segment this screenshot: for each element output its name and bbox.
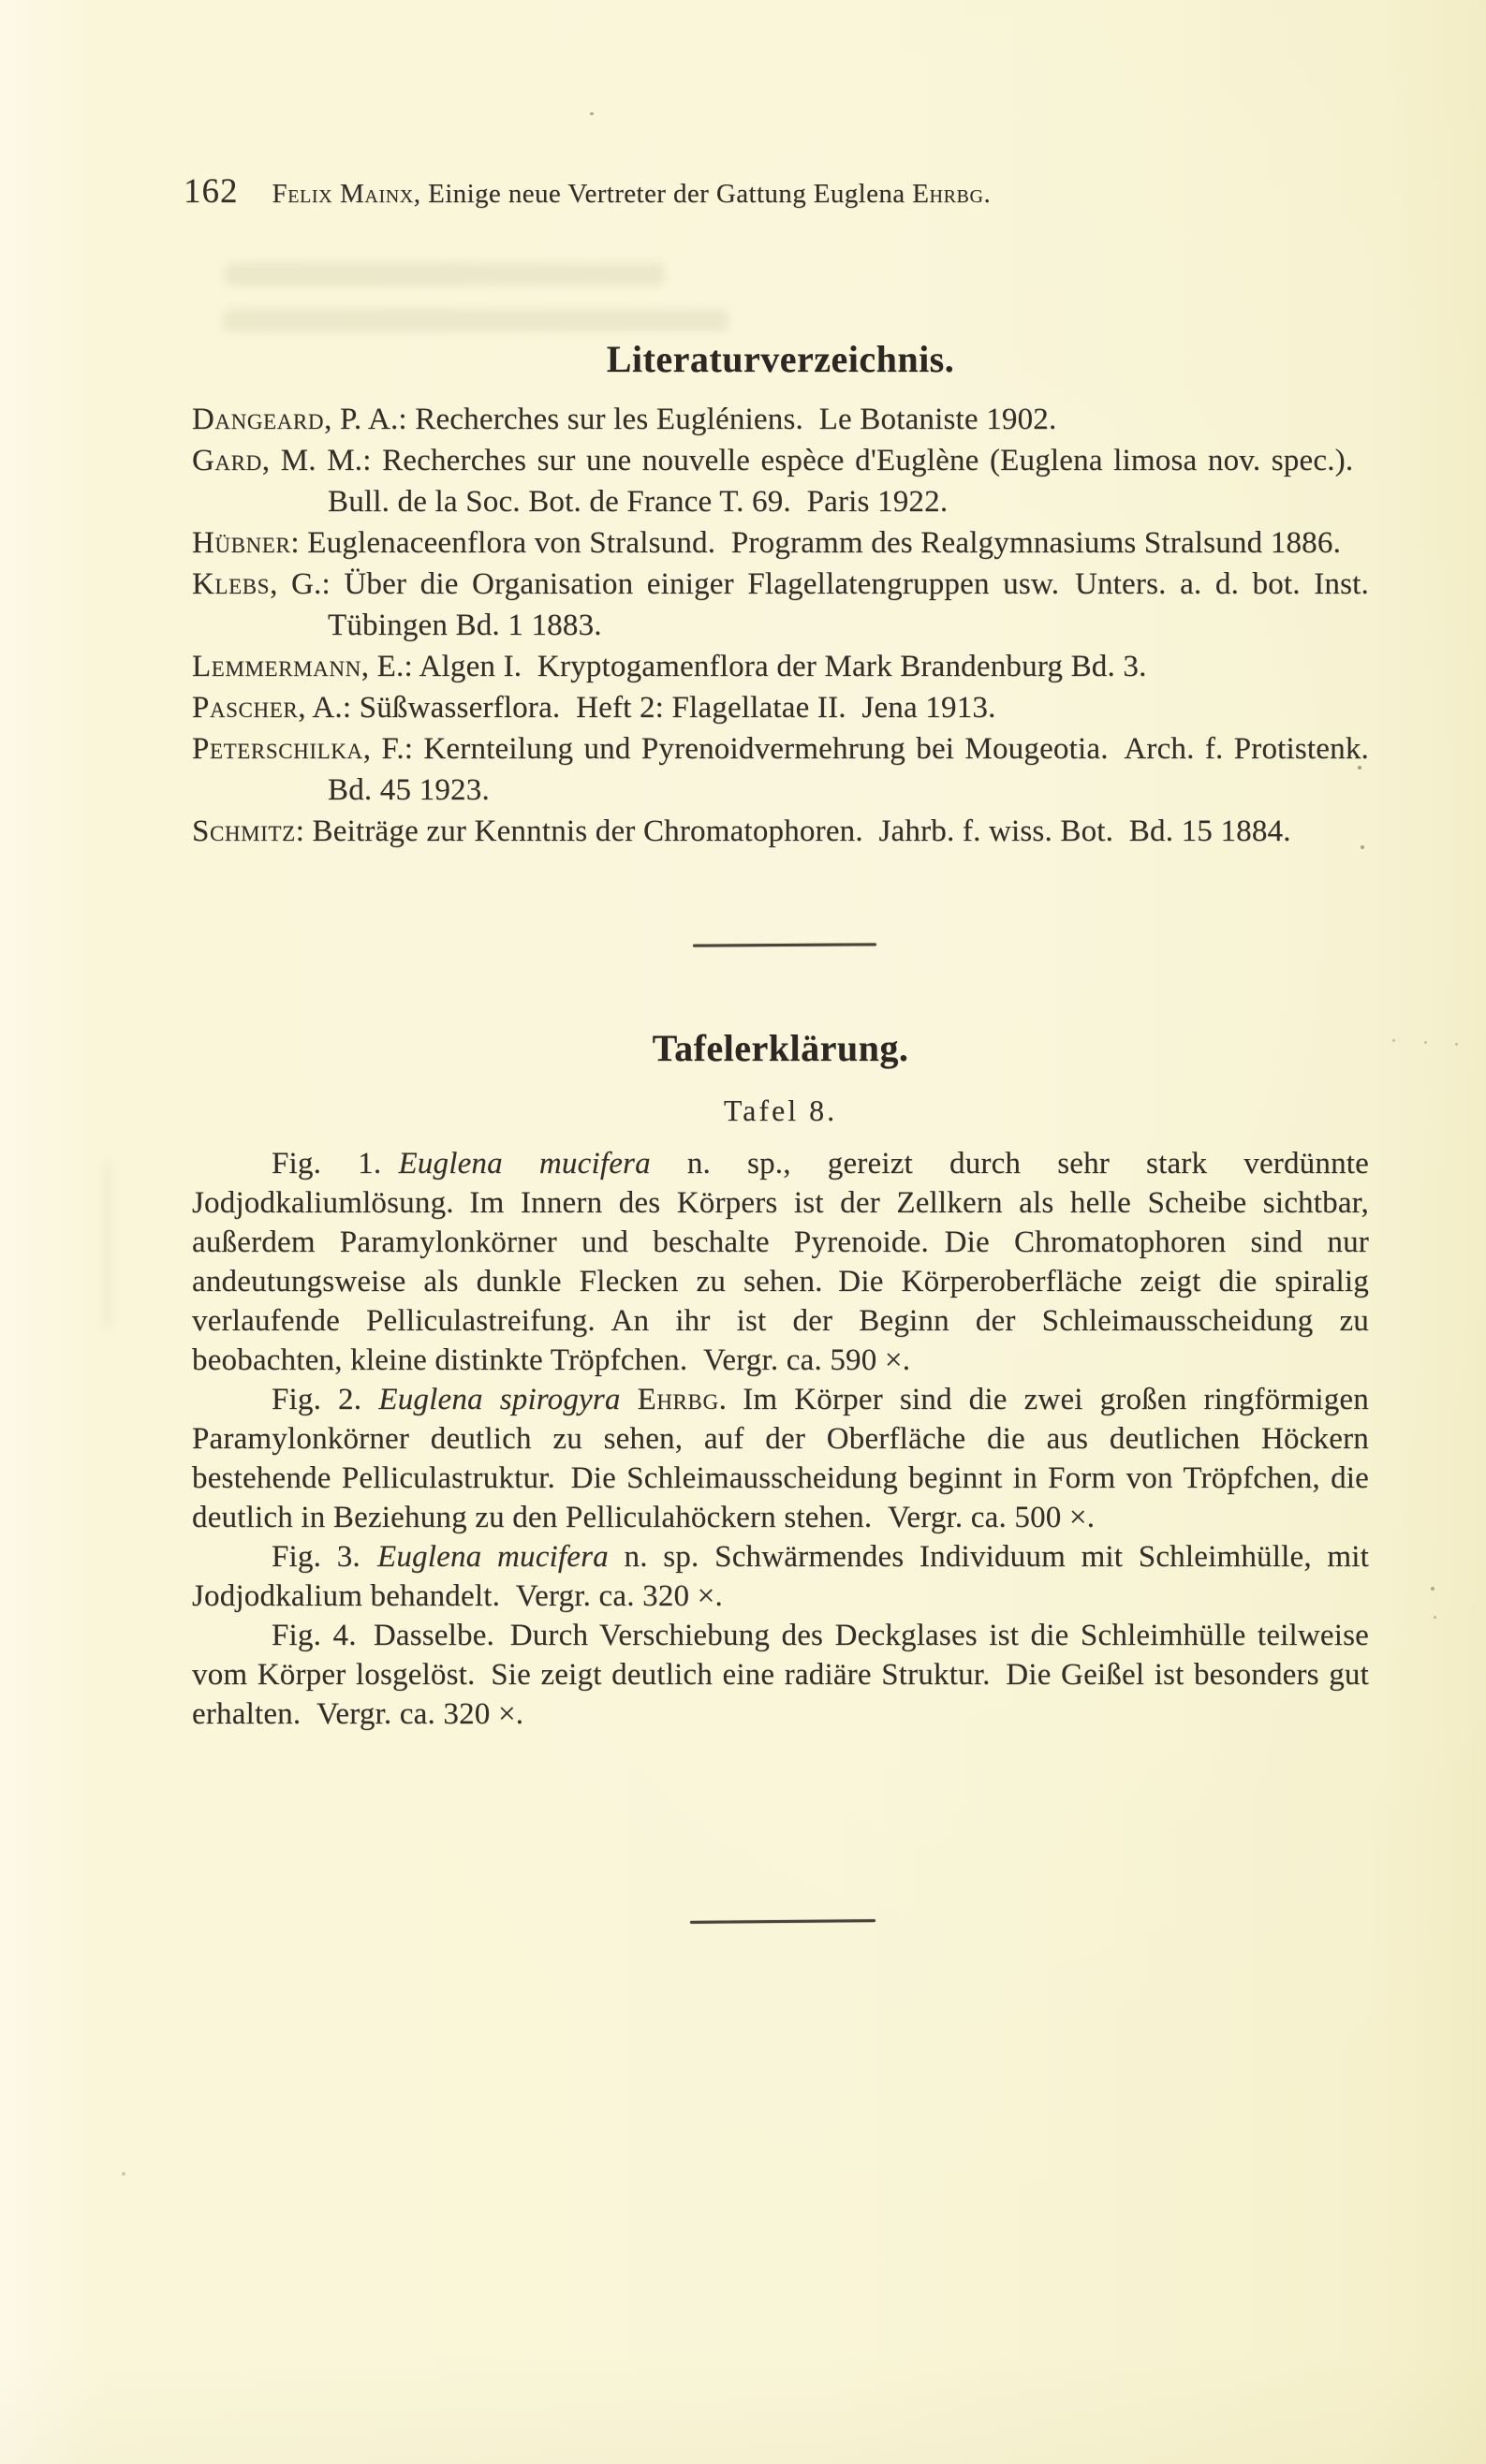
literature-list bbox=[192, 399, 1369, 852]
bibliography-entry bbox=[192, 564, 1369, 646]
running-header-title: , Einige neue Vertreter der Gattung Euglena bbox=[413, 179, 913, 209]
running-header-author: Felix Mainx bbox=[272, 179, 414, 209]
end-divider bbox=[690, 1919, 875, 1924]
caption-text: n. sp., gereizt durch sehr stark verdünnte Jodjodkaliumlösung. Im Innern des Körpers ist der Zellkern als helle Scheibe sichtbar, außerdem Paramylonkörner und beschalte Pyrenoide. Die Chromatophoren sind nur andeutungsweise als dunkle Flecken zu sehen. Die Körperoberfläche zeigt die spiralig verlaufende Pelliculastreifung. An ihr ist der Beginn der Schleimausscheidung zu beobachten, kleine distinkte Tröpfchen. Vergr. ca. 590 ×. bbox=[192, 1147, 1369, 1377]
page-number: 162 bbox=[184, 172, 239, 211]
plate-figure-captions bbox=[192, 1144, 1369, 1734]
entry-text: , G.: Über die Organisation einiger Flagellatengruppen usw. Unters. a. d. bot. Inst. Tübingen Bd. 1 1883. bbox=[270, 567, 1369, 642]
author-name: Klebs bbox=[192, 567, 271, 601]
bibliography-entry bbox=[192, 811, 1369, 852]
literature-heading: Literaturverzeichnis. bbox=[606, 338, 955, 380]
caption-text: Dasselbe. Durch Verschiebung des Deckglases ist die Schleimhülle teilweise vom Körper losgelöst. Sie zeigt deutlich eine radiäre Struktur. Die Geißel ist besonders gut erhalten. Vergr. ca. 320 ×. bbox=[192, 1619, 1370, 1731]
plate-subheading: Tafel 8. bbox=[723, 1093, 838, 1127]
species-authority: Ehrbg. bbox=[637, 1383, 728, 1416]
figure-label: Fig. 3. bbox=[272, 1540, 360, 1574]
bibliography-entry bbox=[192, 399, 1369, 440]
author-name: Dangeard bbox=[192, 403, 325, 436]
paper-speck bbox=[1434, 1616, 1436, 1619]
figure-caption bbox=[192, 1144, 1369, 1380]
species-name: Euglena spirogyra bbox=[378, 1383, 638, 1416]
caption-text: Im Körper sind die zwei großen ringförmigen Paramylonkörner deutlich zu sehen, auf der Oberfläche die aus deutlichen Höckern bestehende Pelliculastruktur. Die Schleimausscheidung beginnt in Form von Tröpfchen, die deutlich in Beziehung zu den Pelliculahöckern stehen. Vergr. ca. 500 ×. bbox=[192, 1383, 1369, 1534]
bleedthrough-ghost bbox=[225, 263, 665, 286]
figure-caption bbox=[192, 1380, 1369, 1537]
running-header bbox=[184, 171, 1373, 212]
paper-speck bbox=[1431, 1587, 1435, 1591]
bibliography-entry bbox=[192, 440, 1369, 522]
entry-text: , P. A.: Recherches sur les Eugléniens. Le Botaniste 1902. bbox=[324, 403, 1057, 436]
entry-text: , E.: Algen I. Kryptogamenflora der Mark Brandenburg Bd. 3. bbox=[360, 650, 1147, 683]
paper-speck bbox=[590, 112, 594, 115]
caption-text: n. sp. Schwärmendes Individuum mit Schleimhülle, mit Jodjodkalium behandelt. Vergr. ca. 320 ×. bbox=[192, 1540, 1369, 1613]
paper-speck bbox=[1424, 1041, 1427, 1044]
figure-label: Fig. 1. bbox=[272, 1147, 382, 1181]
species-name: Euglena mucifera bbox=[398, 1147, 687, 1181]
bibliography-entry bbox=[192, 646, 1369, 687]
author-name: Schmitz bbox=[192, 814, 296, 848]
bibliography-entry bbox=[192, 522, 1369, 564]
running-header-suffix: Ehrbg. bbox=[912, 179, 992, 209]
figure-caption bbox=[192, 1616, 1369, 1734]
entry-text: , F.: Kernteilung und Pyrenoidvermehrung bei Mougeotia. Arch. f. Protistenk. Bd. 45 1923. bbox=[328, 732, 1369, 807]
species-name: Euglena mucifera bbox=[376, 1540, 625, 1574]
figure-label: Fig. 2. bbox=[272, 1383, 362, 1416]
paper-speck bbox=[1392, 1039, 1395, 1042]
figure-caption bbox=[192, 1537, 1369, 1616]
bleedthrough-ghost bbox=[223, 309, 728, 331]
plate-heading: Tafelerklärung. bbox=[652, 1027, 909, 1069]
entry-text: : Beiträge zur Kenntnis der Chromatophoren. Jahrb. f. wiss. Bot. Bd. 15 1884. bbox=[295, 814, 1291, 848]
entry-text: , M. M.: Recherches sur une nouvelle espèce d'Euglène (Euglena limosa nov. spec.). Bull. de la Soc. Bot. de France T. 69. Paris 1922. bbox=[261, 444, 1369, 519]
bibliography-entry bbox=[192, 728, 1369, 811]
running-header-text bbox=[272, 179, 992, 210]
figure-label: Fig. 4. bbox=[272, 1619, 357, 1652]
entry-text: , A.: Süßwasserflora. Heft 2: Flagellatae II. Jena 1913. bbox=[298, 691, 996, 725]
section-divider bbox=[693, 943, 876, 946]
author-name: Pascher bbox=[192, 691, 299, 725]
paper-speck bbox=[1455, 1043, 1458, 1046]
entry-text: : Euglenaceenflora von Stralsund. Programm des Realgymnasiums Stralsund 1886. bbox=[290, 526, 1342, 560]
bibliography-entry bbox=[192, 687, 1369, 728]
author-name: Hübner bbox=[192, 526, 291, 560]
bleedthrough-ghost bbox=[103, 1161, 112, 1329]
author-name: Lemmermann bbox=[192, 650, 361, 683]
paper-speck bbox=[122, 2172, 125, 2176]
author-name: Gard bbox=[192, 444, 262, 477]
author-name: Peterschilka bbox=[192, 732, 363, 766]
